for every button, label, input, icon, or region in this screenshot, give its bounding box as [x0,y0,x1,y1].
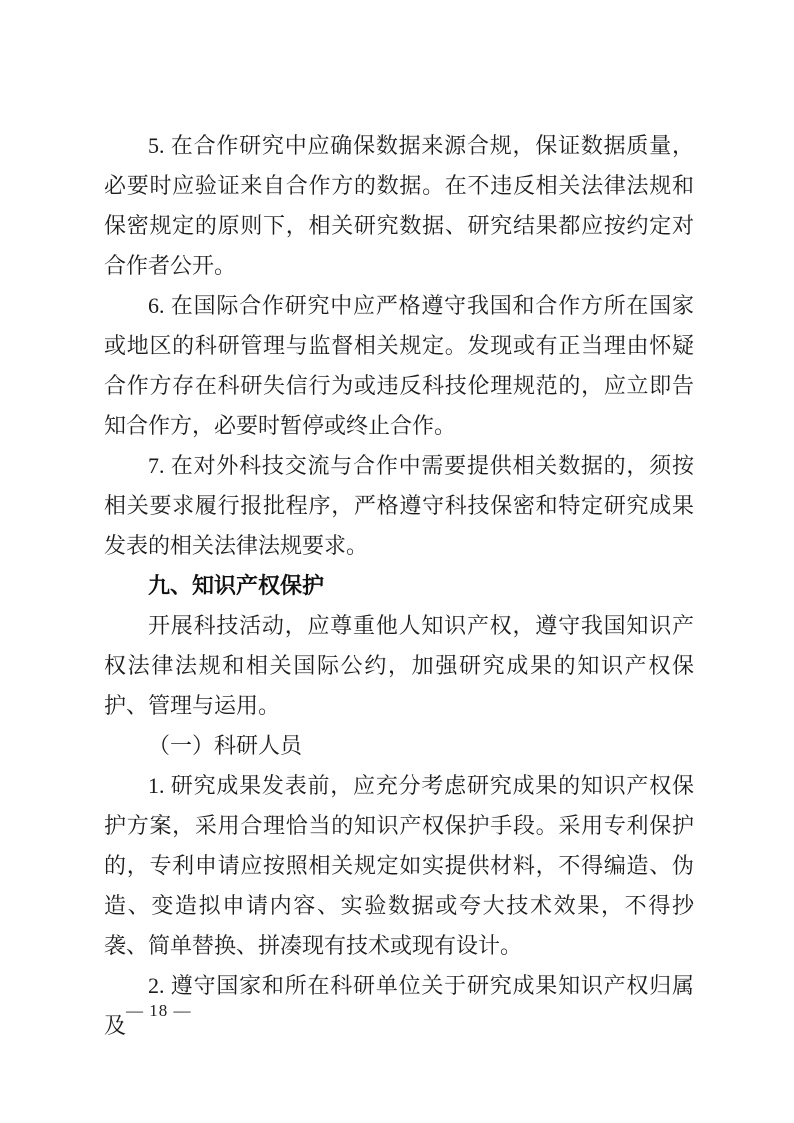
paragraph-clause-7: 7. 在对外科技交流与合作中需要提供相关数据的，须按相关要求履行报批程序，严格遵守科技保密和特定研究成果发表的相关法律法规要求。 [104,453,694,558]
paragraph-clause-1: 1. 研究成果发表前，应充分考虑研究成果的知识产权保护方案，采用合理恰当的知识产权保护手段。采用专利保护的，专利申请应按照相关规定如实提供材料，不得编造、伪造、变造拟申请内容、实验数据或夸大技术效果，不得抄袭、简单替换、拼凑现有技术或现有设计。 [104,773,694,958]
page-footer [126,998,192,1024]
subsection-heading-researchers: （一）科研人员 [148,733,303,758]
paragraph-clause-6: 6. 在国际合作研究中应严格遵守我国和合作方所在国家或地区的科研管理与监督相关规定。发现或有正当理由怀疑合作方存在科研失信行为或违反科技伦理规范的，应立即告知合作方，必要时暂停或终止合作。 [104,293,694,438]
section-heading-ip-protection: 九、知识产权保护 [148,573,325,598]
document-body [104,126,694,1046]
page-number: — 18 — [126,1001,192,1020]
paragraph-clause-5: 5. 在合作研究中应确保数据来源合规，保证数据质量，必要时应验证来自合作方的数据。在不违反相关法律法规和保密规定的原则下，相关研究数据、研究结果都应按约定对合作者公开。 [104,133,694,278]
paragraph-section-intro: 开展科技活动，应尊重他人知识产权，遵守我国知识产权法律法规和相关国际公约，加强研究成果的知识产权保护、管理与运用。 [104,613,694,718]
paragraph-clause-2: 2. 遵守国家和所在科研单位关于研究成果知识产权归属及 [104,973,694,1038]
